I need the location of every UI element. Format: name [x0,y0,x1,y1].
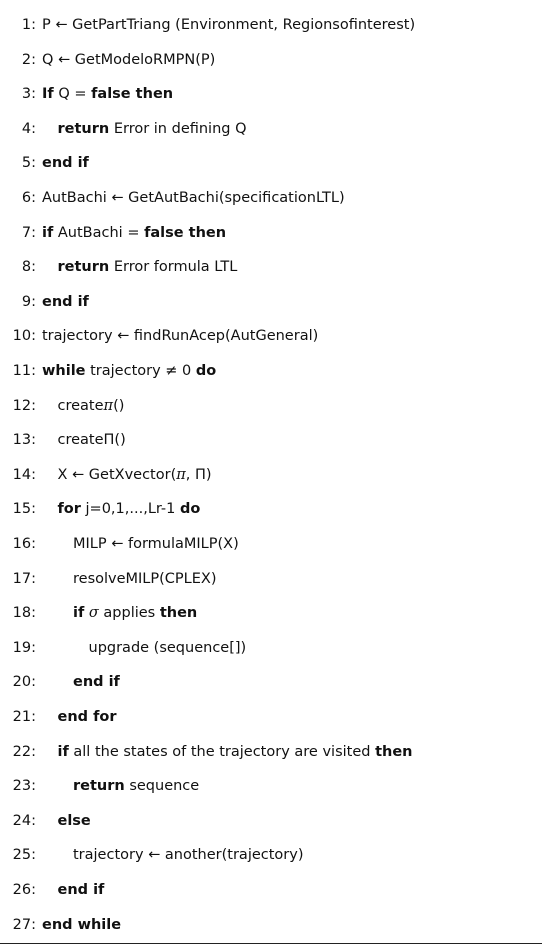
line-code: if AutBachi = false then [42,224,227,241]
algorithm-line [0,222,226,244]
line-number: 19: [12,639,36,656]
line-code: return Error formula LTL [57,259,238,276]
algorithm-line [0,914,121,936]
algorithm-line [0,810,91,832]
line-code: return sequence [73,778,200,795]
line-number: 5: [21,155,36,172]
algorithm-line [0,291,89,313]
line-code: MILP ← formulaMILP(X) [73,536,239,552]
algorithm-line [0,533,239,555]
line-number: 3: [21,86,36,103]
line-code: end if [42,155,89,172]
algorithm-line [0,325,318,347]
algorithm-line [0,83,173,105]
line-code: AutBachi ← GetAutBachi(specificationLTL) [42,190,345,206]
line-number: 2: [21,51,36,68]
line-code: Q ← GetModeloRMPN(P) [42,51,216,68]
line-number: 9: [21,293,36,310]
line-number: 27: [12,916,36,933]
line-code: createπ() [57,397,125,414]
line-number: 17: [12,570,36,587]
line-code: if σ applies then [73,605,198,622]
line-code: createΠ() [57,432,126,449]
line-number: 11: [12,363,36,379]
algorithm-line [0,395,124,417]
algorithm-line [0,429,126,451]
line-number: 13: [12,432,36,449]
line-number: 25: [12,847,36,864]
algorithm-line [0,637,246,659]
line-code: end if [42,293,89,310]
algorithm-line [0,187,345,209]
line-number: 26: [12,882,36,898]
line-code: trajectory ← another(trajectory) [73,847,304,864]
algorithm-line [0,498,200,520]
algorithm-line [0,741,413,763]
line-code: upgrade (sequence[]) [88,639,247,656]
algorithm-line [0,568,217,590]
line-code: for j=0,1,...,Lr-1 do [57,501,201,518]
algorithm-line [0,844,304,866]
line-number: 1: [21,17,36,33]
algorithm-line [0,118,247,140]
line-number: 24: [12,812,36,829]
line-code: end if [73,674,120,691]
line-code: while trajectory ≠ 0 do [42,363,217,379]
line-code: else [57,812,91,829]
line-number: 15: [12,501,36,518]
algorithm-line [0,49,215,71]
line-number: 22: [12,743,36,760]
line-number: 7: [21,224,36,241]
line-number: 10: [12,328,36,345]
line-code: If Q = false then [42,86,174,103]
algorithm-line [0,879,104,901]
algorithm-line [0,602,197,624]
line-code: trajectory ← findRunAcep(AutGeneral) [42,328,319,345]
algorithm-line [0,464,212,486]
algorithm-line [0,775,199,797]
line-code: end if [57,882,105,898]
algorithm-line [0,360,216,382]
line-number: 16: [12,536,36,552]
algorithm-line [0,706,117,728]
line-code: X ← GetXvector(π, Π) [57,466,212,483]
line-number: 6: [21,190,36,206]
line-number: 23: [12,778,36,795]
line-number: 18: [12,605,36,622]
line-number: 8: [21,259,36,276]
line-number: 20: [12,674,36,691]
line-number: 4: [21,120,36,137]
line-code: resolveMILP(CPLEX) [73,570,217,587]
algorithm-line [0,152,89,174]
algorithm-line [0,256,237,278]
line-code: if all the states of the trajectory are visited then [57,743,413,760]
line-code: end while [42,916,122,933]
bottom-rule [0,943,542,944]
line-code: return Error in defining Q [57,120,247,137]
line-number: 21: [12,709,36,725]
line-code: end for [57,709,117,725]
line-code: P ← GetPartTriang (Environment, Regionsofinterest) [42,17,416,33]
algorithm-line [0,671,120,693]
line-number: 12: [12,397,36,414]
algorithm-line [0,14,415,36]
line-number: 14: [12,466,36,483]
